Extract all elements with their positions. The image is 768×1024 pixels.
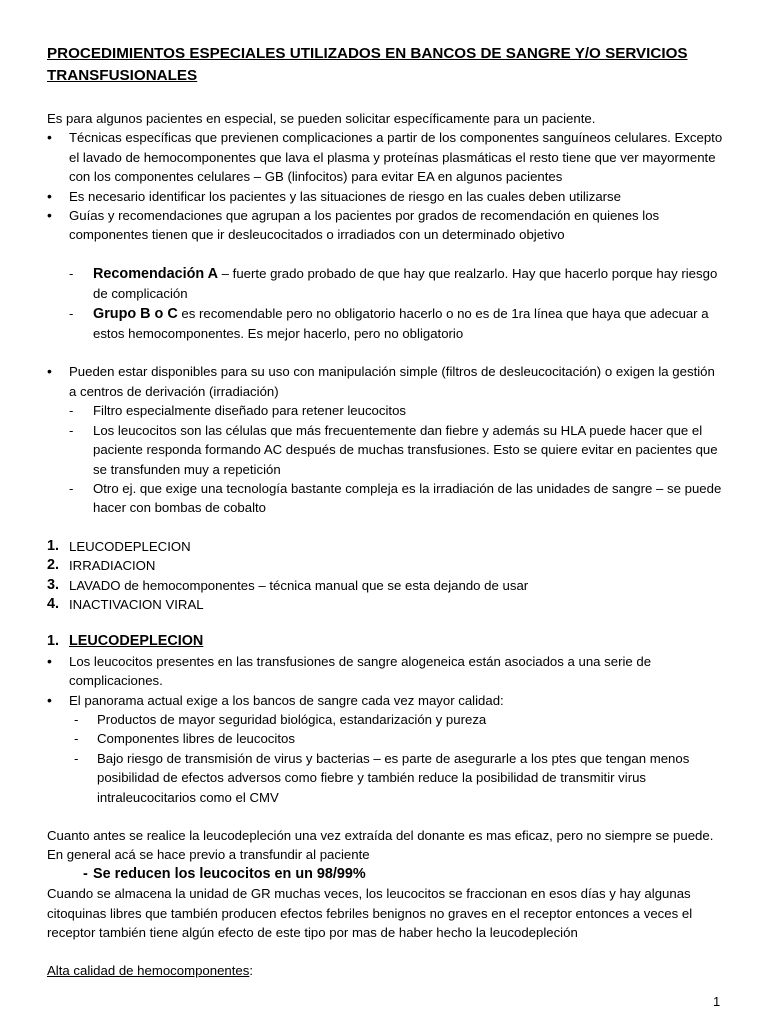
subheading-text: Alta calidad de hemocomponentes <box>47 963 250 979</box>
section-heading <box>47 632 723 651</box>
section-number: 1. <box>47 633 60 650</box>
recommendation-item <box>47 304 723 344</box>
recommendation-text: es recomendable pero no obligatorio hacerlo o no es de 1ra línea que haya que adecuar a estos hemocomponentes. Es mejor hacerlo, pero no obligatorio <box>93 305 709 342</box>
recommendation-list <box>47 264 723 344</box>
page-number: 1 <box>713 994 721 1009</box>
subheading <box>47 961 723 980</box>
recommendation-label: Grupo B o C <box>93 305 178 322</box>
page-title: PROCEDIMIENTOS ESPECIALES UTILIZADOS EN BANCOS DE SANGRE Y/O SERVICIOS TRANSFUSIONALES <box>47 45 688 84</box>
item-text: IRRADIACION <box>69 558 156 574</box>
numbered-item <box>47 537 723 556</box>
dash-item: - Otro ej. que exige una tecnología bastante compleja es la irradiación de las unidades de sangre – se puede hacer con bombas de cobalto <box>47 479 723 518</box>
item-text: LEUCODEPLECION <box>69 538 191 554</box>
bullet-item <box>47 362 723 401</box>
paragraph: Cuando se almacena la unidad de GR muchas veces, los leucocitos se fraccionan en esos días y hay algunas citoquinas libres que también producen efectos febriles benignos no graves en el receptor entonces a veces el receptor también tiene algún efecto de este tipo por mas de haber hecho la leucodepleción <box>47 886 693 941</box>
highlight-line: - Se reducen los leucocitos en un 98/99% <box>47 865 723 884</box>
recommendation-item <box>47 264 723 304</box>
item-number: 2. <box>47 557 60 574</box>
bullet-item: • Técnicas específicas que previenen complicaciones a partir de los componentes sanguíneos celulares. Excepto el lavado de hemocomponentes que lava el plasma y proteínas plasmáticas el resto tiene que ver mayormente con los componentes celulares – GB (linfocitos) para evitar EA en algunos pacientes <box>47 128 723 186</box>
bullet-text: Pueden estar disponibles para su uso con manipulación simple (filtros de desleucocitación) o exigen la gestión a centros de derivación (irradiación) <box>69 364 715 399</box>
bullet-item: • Guías y recomendaciones que agrupan a los pacientes por grados de recomendación en quienes los componentes tienen que ir desleucocitados o irradiados con un determinado objetivo <box>47 206 723 245</box>
item-text: LAVADO de hemocomponentes – técnica manual que se esta dejando de usar <box>69 577 529 593</box>
bullet-item: • Los leucocitos presentes en las transfusiones de sangre alogeneica están asociados a una serie de complicaciones. <box>47 652 723 691</box>
bullet-item: • El panorama actual exige a los bancos de sangre cada vez mayor calidad: <box>47 691 723 710</box>
item-text: INACTIVACION VIRAL <box>69 596 204 612</box>
numbered-list <box>47 537 723 615</box>
dash-item: - Componentes libres de leucocitos <box>47 729 723 748</box>
dash-list-3 <box>47 710 723 807</box>
bullet-list-3 <box>47 652 723 710</box>
numbered-item <box>47 595 723 614</box>
bullet-list-2 <box>47 362 723 401</box>
dash-item: - Bajo riesgo de transmisión de virus y bacterias – es parte de asegurarle a los ptes que tengan menos posibilidad de efectos adversos como fiebre y también reduce la posibilidad de transmitir virus intraleucocitarios como el CMV <box>47 749 723 807</box>
dash-item: - Los leucocitos son las células que más frecuentemente dan fiebre y además su HLA puede hacer que el paciente responda formando AC después de muchas transfusiones. Esto se quiere evitar en pacientes que se transfunden muy a repetición <box>47 421 723 479</box>
subheading-colon: : <box>249 963 254 979</box>
item-number: 1. <box>47 537 60 554</box>
bullet-list-1 <box>47 128 723 244</box>
section-title: LEUCODEPLECION <box>69 633 204 650</box>
recommendation-label: Recomendación A <box>93 265 219 282</box>
intro-paragraph: Es para algunos pacientes en especial, se pueden solicitar específicamente para un paciente. <box>47 111 596 126</box>
item-number: 4. <box>47 595 60 612</box>
dash-item: - Filtro especialmente diseñado para retener leucocitos <box>47 401 723 420</box>
bullet-item: • Es necesario identificar los pacientes y las situaciones de riesgo en las cuales deben utilizarse <box>47 187 723 206</box>
recommendation-text: – fuerte grado probado de que hay que realzarlo. Hay que hacerlo porque hay riesgo de complicación <box>93 265 718 302</box>
dash-list-2 <box>47 401 723 517</box>
numbered-item <box>47 556 723 575</box>
document-page <box>47 43 723 981</box>
dash-item: - Productos de mayor seguridad biológica, estandarización y pureza <box>47 710 723 729</box>
paragraph: Cuanto antes se realice la leucodepleción una vez extraída del donante es mas eficaz, pero no siempre se puede. En general acá se hace previo a transfundir al paciente <box>47 828 714 863</box>
numbered-item <box>47 576 723 595</box>
item-number: 3. <box>47 576 60 593</box>
